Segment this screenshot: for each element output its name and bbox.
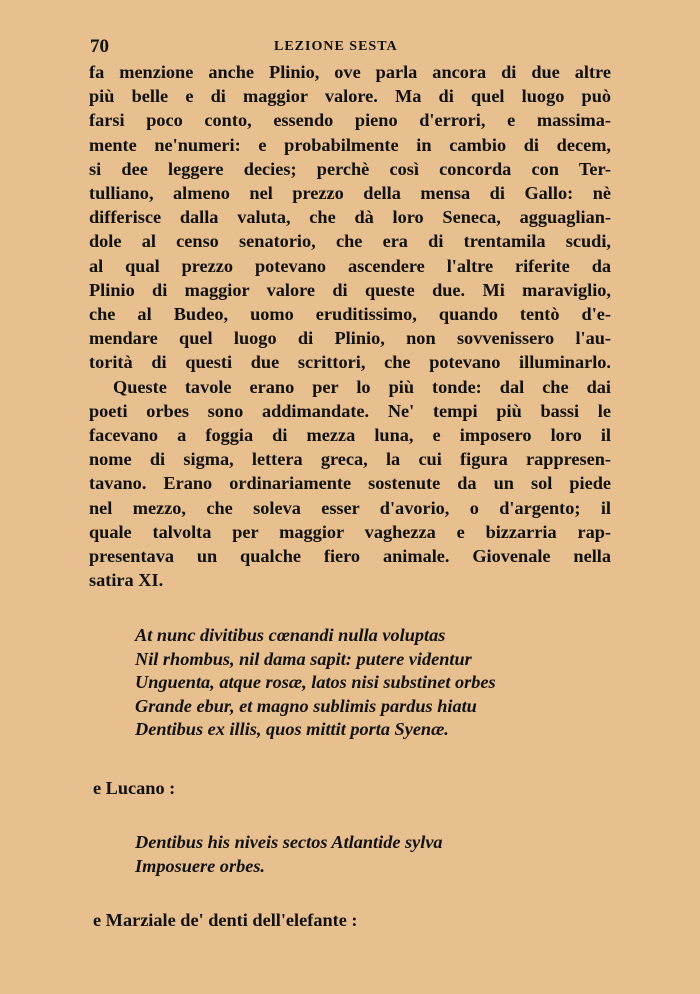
verse-line: Nil rhombus, nil dama sapit: putere videntur <box>135 648 472 669</box>
body-text <box>89 60 611 592</box>
text-line: satira XI. <box>89 570 164 591</box>
verse-quote-juvenal <box>135 624 496 742</box>
page-number: 70 <box>90 36 109 57</box>
verse-line: At nunc divitibus cœnandi nulla voluptas <box>135 625 446 645</box>
text-line: tavano. Erano ordinariamente sostenute da un sol piede <box>89 473 611 494</box>
paragraph-1 <box>89 60 611 375</box>
text-line: dole al censo senatorio, che era di trentamila scudi, <box>89 231 611 252</box>
text-line: si dee leggere decies; perchè così concorda con Ter- <box>89 158 611 179</box>
verse-line: Imposuere orbes. <box>135 855 266 876</box>
text-line: più belle e di maggior valore. Ma di quel luogo può <box>89 86 611 107</box>
text-line: al qual prezzo potevano ascendere l'altre riferite da <box>89 255 611 276</box>
text-line: tulliano, almeno nel prezzo della mensa di Gallo: nè <box>89 183 611 204</box>
text-line: Queste tavole erano per lo più tonde: dal che dai <box>113 376 611 397</box>
text-line: presentava un qualche fiero animale. Giovenale nella <box>89 546 611 567</box>
intro-lucano: e Lucano : <box>93 778 176 798</box>
verse-line: Dentibus ex illis, quos mittit porta Syenæ. <box>135 719 449 739</box>
text-line: farsi poco conto, essendo pieno d'errori, e massima- <box>89 110 611 131</box>
text-line: differisce dalla valuta, che dà loro Seneca, agguaglian- <box>89 207 611 228</box>
verse-line: Unguenta, atque rosæ, latos nisi substinet orbes <box>135 672 496 692</box>
text-line: torità di questi due scrittori, che potevano illuminarlo. <box>89 352 611 373</box>
paragraph-2 <box>89 375 611 593</box>
text-line: quale talvolta per maggior vaghezza e bizzarria rap- <box>89 521 611 542</box>
running-title: LEZIONE SESTA <box>274 39 398 54</box>
text-line: mendare quel luogo di Plinio, non sovvenissero l'au- <box>89 328 611 349</box>
text-line: poeti orbes sono addimandate. Ne' tempi più bassi le <box>89 400 611 421</box>
verse-line: Grande ebur, et magno sublimis pardus hiatu <box>135 695 477 716</box>
intro-marziale: e Marziale de' denti dell'elefante : <box>93 910 358 930</box>
text-line: fa menzione anche Plinio, ove parla ancora di due altre <box>89 62 611 82</box>
text-line: che al Budeo, uomo eruditissimo, quando tentò d'e- <box>89 304 611 325</box>
text-line: mente ne'numeri: e probabilmente in cambio di decem, <box>89 134 611 155</box>
page-header <box>90 36 608 58</box>
text-line: nel mezzo, che soleva esser d'avorio, o d'argento; il <box>89 497 611 518</box>
verse-quote-lucano <box>135 831 443 878</box>
text-line: facevano a foggia di mezza luna, e imposero loro il <box>89 425 611 446</box>
text-line: nome di sigma, lettera greca, la cui figura rappresen- <box>89 449 611 470</box>
verse-line: Dentibus his niveis sectos Atlantide sylva <box>135 832 443 852</box>
text-line: Plinio di maggior valore di queste due. Mi maraviglio, <box>89 279 611 300</box>
